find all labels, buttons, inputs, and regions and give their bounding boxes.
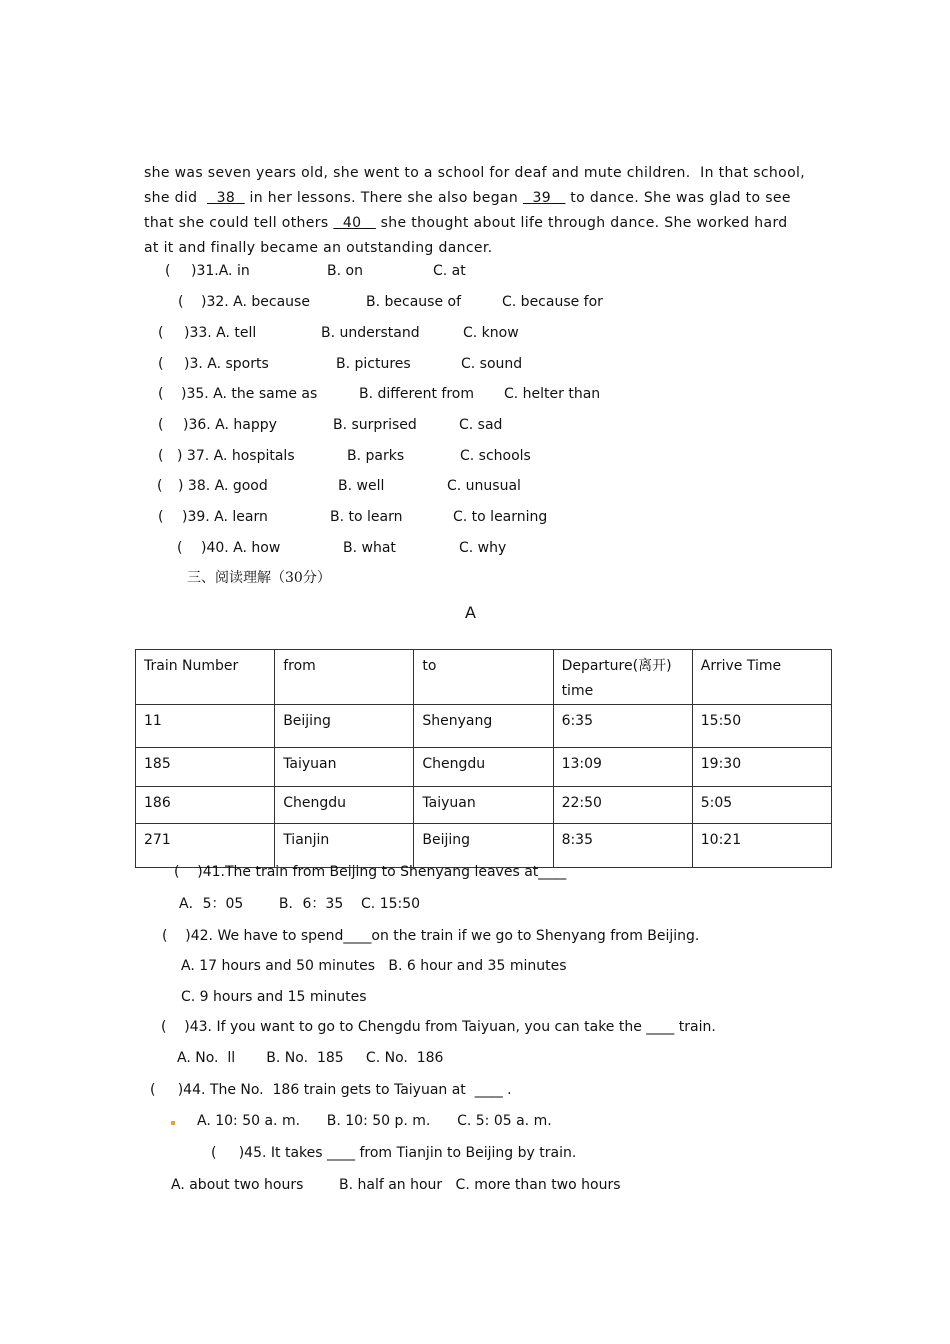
- train-timetable: [135, 649, 832, 868]
- table-row: [136, 787, 832, 824]
- option-b: B. because of: [366, 294, 462, 310]
- question-stem: )3. A. sports: [184, 356, 269, 372]
- cloze-passage: [144, 161, 807, 261]
- question-stem: ) 37. A. hospitals: [177, 448, 295, 464]
- table-cell: Beijing: [414, 824, 553, 868]
- option-c: C. sad: [459, 417, 503, 433]
- question-43: ( )43. If you want to go to Chengdu from Taiyuan, you can take the ____ train.: [161, 1019, 716, 1035]
- table-row: [136, 705, 832, 748]
- answer-bracket[interactable]: (: [157, 478, 163, 494]
- answer-bracket[interactable]: (: [178, 294, 184, 310]
- passage-line: at it and finally became an outstanding dancer.: [144, 240, 493, 256]
- answer-bracket[interactable]: (: [158, 509, 164, 525]
- option-b: B. understand: [321, 325, 420, 341]
- question-44: ( )44. The No. 186 train gets to Taiyuan at ____ .: [150, 1082, 512, 1098]
- blank-40: 40: [342, 215, 362, 231]
- table-cell: 5:05: [692, 787, 831, 824]
- table-header-row: [136, 650, 832, 705]
- blank-38: 38: [216, 190, 236, 206]
- table-cell: 11: [136, 705, 275, 748]
- option-c: C. at: [433, 263, 466, 279]
- question-41-options: A．5：05 B．6：35 C. 15:50: [179, 896, 421, 912]
- option-b: B. well: [338, 478, 385, 494]
- section-title: 三、阅读理解（30分）: [187, 570, 331, 586]
- table-cell: 271: [136, 824, 275, 868]
- option-c: C. sound: [461, 356, 523, 372]
- option-b: B. to learn: [330, 509, 403, 525]
- question-stem: )33. A. tell: [184, 325, 257, 341]
- passage-line: that she could tell others 40 she thought about life through dance. She worked hard: [144, 215, 788, 231]
- option-c: C. unusual: [447, 478, 521, 494]
- option-b: B. surprised: [333, 417, 417, 433]
- table-cell: Taiyuan: [275, 748, 414, 787]
- question-stem: )35. A. the same as: [181, 386, 318, 402]
- table-header-cell: from: [275, 650, 414, 705]
- option-c: C. to learning: [453, 509, 548, 525]
- question-stem: )32. A. because: [201, 294, 310, 310]
- option-b: B. different from: [359, 386, 474, 402]
- passage-line: she was seven years old, she went to a school for deaf and mute children. In that school,: [144, 165, 806, 181]
- blank-39: 39: [532, 190, 552, 206]
- table-row: [136, 824, 832, 868]
- option-c: C. know: [463, 325, 519, 341]
- question-42: ( )42. We have to spend____on the train if we go to Shenyang from Beijing.: [162, 928, 700, 944]
- answer-bracket[interactable]: (: [158, 448, 164, 464]
- answer-bracket[interactable]: (: [177, 540, 183, 556]
- table-header-cell: Arrive Time: [692, 650, 831, 705]
- table-cell: 19:30: [692, 748, 831, 787]
- table-cell: 22:50: [553, 787, 692, 824]
- table-header-cell: Departure(离开) time: [553, 650, 692, 705]
- table-cell: Tianjin: [275, 824, 414, 868]
- answer-bracket[interactable]: (: [158, 417, 164, 433]
- question-44-options: A. 10: 50 a. m. B. 10: 50 p. m. C. 5: 05 a. m.: [197, 1113, 552, 1129]
- table-cell: Chengdu: [414, 748, 553, 787]
- table-header-cell: Train Number: [136, 650, 275, 705]
- table-cell: Taiyuan: [414, 787, 553, 824]
- answer-bracket[interactable]: (: [158, 325, 164, 341]
- table-cell: Chengdu: [275, 787, 414, 824]
- question-45-options: A. about two hours B. half an hour C. more than two hours: [171, 1177, 621, 1193]
- option-c: C. why: [459, 540, 507, 556]
- question-stem: )31.A. in: [191, 263, 250, 279]
- table-row: [136, 748, 832, 787]
- question-stem: )40. A. how: [201, 540, 281, 556]
- option-b: B. what: [343, 540, 396, 556]
- table-header-cell: to: [414, 650, 553, 705]
- table-cell: 185: [136, 748, 275, 787]
- table-cell: 13:09: [553, 748, 692, 787]
- question-42-options: C. 9 hours and 15 minutes: [181, 989, 367, 1005]
- question-stem: )36. A. happy: [183, 417, 277, 433]
- option-c: C. because for: [502, 294, 603, 310]
- question-43-options: A. No. ll B. No. 185 C. No. 186: [177, 1050, 444, 1066]
- option-c: C. helter than: [504, 386, 601, 402]
- part-letter: A: [465, 603, 476, 622]
- table-cell: 10:21: [692, 824, 831, 868]
- answer-bracket[interactable]: (: [158, 386, 164, 402]
- answer-bracket[interactable]: (: [165, 263, 171, 279]
- bullet-dot: [171, 1121, 175, 1125]
- table-cell: 8:35: [553, 824, 692, 868]
- table-cell: 186: [136, 787, 275, 824]
- table-cell: 15:50: [692, 705, 831, 748]
- option-b: B. parks: [347, 448, 405, 464]
- passage-line: she did 38 in her lessons. There she also began 39 to dance. She was glad to see: [144, 190, 791, 206]
- question-stem: )39. A. learn: [182, 509, 268, 525]
- question-41: ( )41.The train from Beijing to Shenyang leaves at____: [174, 864, 567, 880]
- question-42-options: A. 17 hours and 50 minutes B. 6 hour and 35 minutes: [181, 958, 567, 974]
- option-b: B. pictures: [336, 356, 411, 372]
- option-c: C. schools: [460, 448, 531, 464]
- table-cell: Shenyang: [414, 705, 553, 748]
- table-cell: Beijing: [275, 705, 414, 748]
- option-b: B. on: [327, 263, 363, 279]
- table-cell: 6:35: [553, 705, 692, 748]
- question-stem: ) 38. A. good: [178, 478, 268, 494]
- answer-bracket[interactable]: (: [158, 356, 164, 372]
- question-45: ( )45. It takes ____ from Tianjin to Beijing by train.: [211, 1145, 577, 1161]
